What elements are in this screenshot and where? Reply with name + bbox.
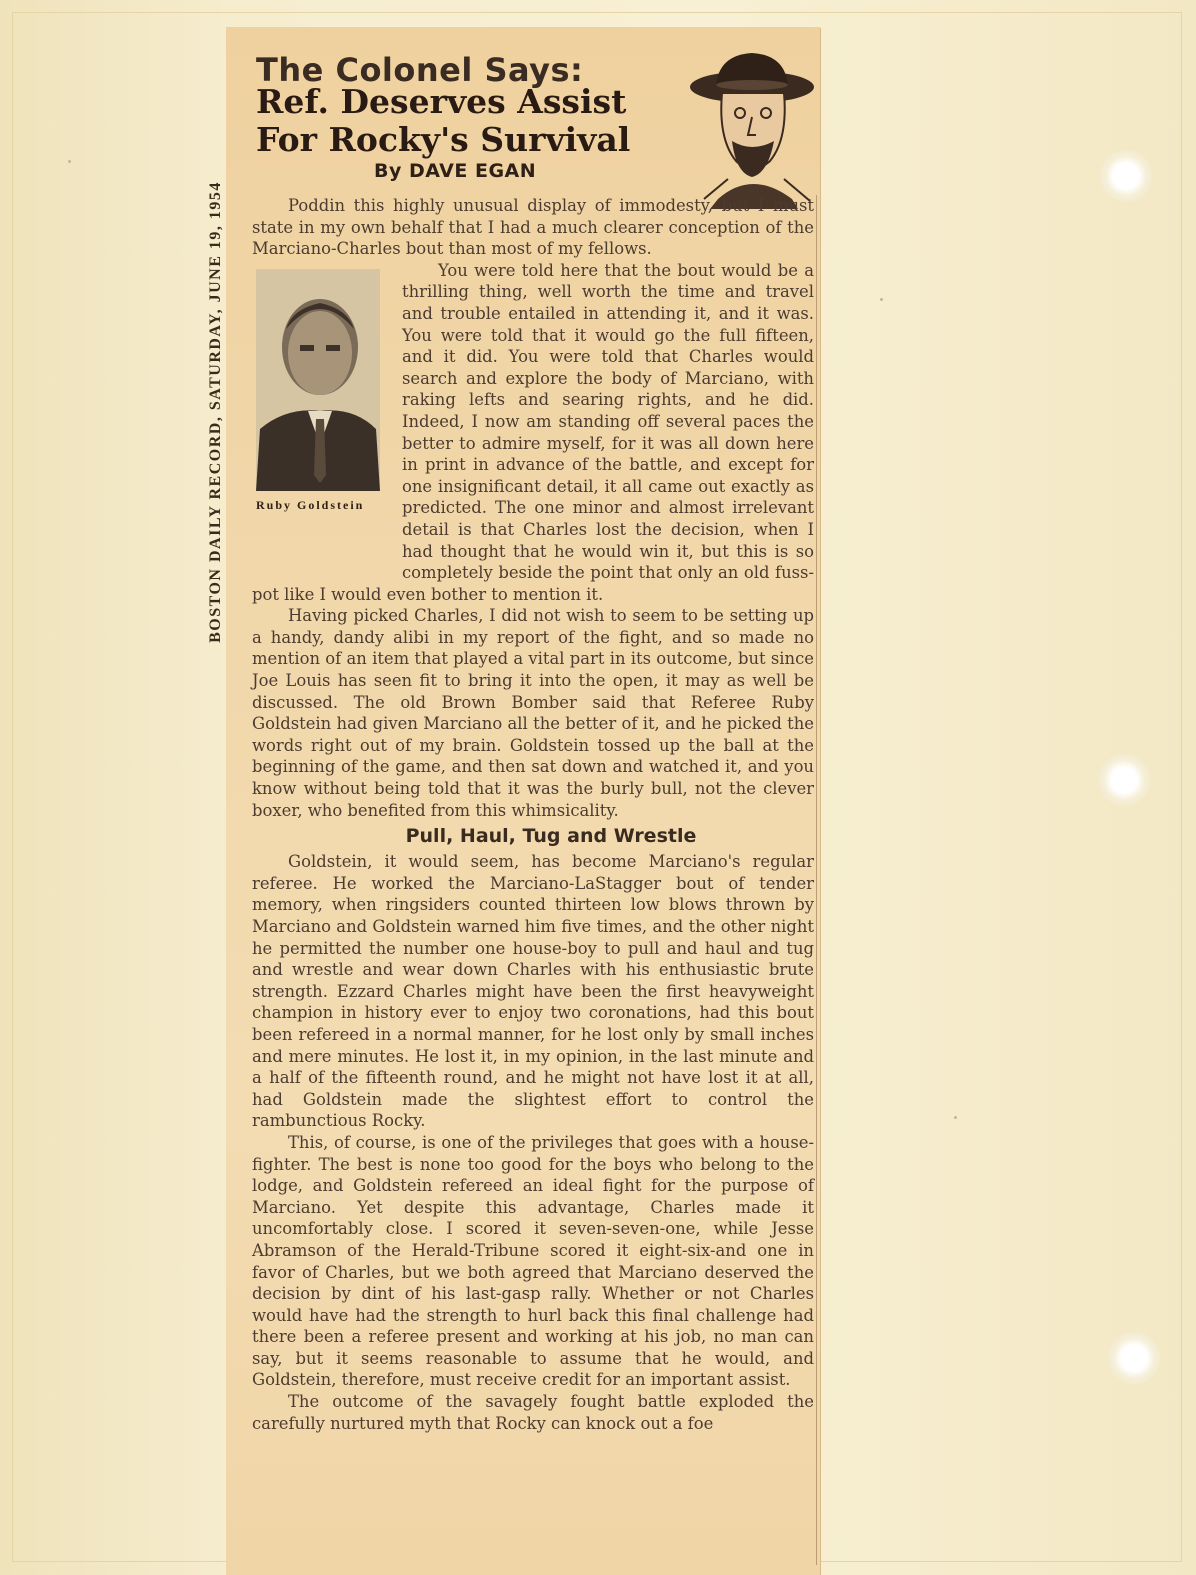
article-body [252, 195, 814, 1434]
article-paragraph: Goldstein, it would seem, has become Marciano's regular referee. He worked the Marciano-LaStagger bout of tender memory, when ringsiders counted thirteen low blows thrown by Marciano and Goldstein warned him five times, and the other night he permitted the number one house-boy to pull and haul and tug and wrestle and wear down Charles with his enthusiastic brute strength. Ezzard Charles might have been the first heavyweight champion in history ever to enjoy two coronations, had this bout been refereed in a normal manner, for he lost only by small inches and mere minutes. He lost it, in my opinion, in the last minute and a half of the fifteenth round, and he might not have lost it at all, had Goldstein made the slightest effort to control the rambunctious Rocky. [252, 852, 814, 1131]
byline: By DAVE EGAN [374, 160, 537, 182]
headline-line-2: For Rocky's Survival [256, 120, 631, 159]
column-rule [816, 195, 817, 1565]
headline-line-1: Ref. Deserves Assist [256, 82, 627, 121]
article-paragraph: This, of course, is one of the privileges that goes with a house-fighter. The best is none too good for the boys who belong to the lodge, and Goldstein refereed an ideal fight for the purpose of Marciano. Yet despite this advantage, Charles made it uncomfortably close. I scored it seven-seven-one, while Jesse Abramson of the Herald-Tribune scored it eight-six-and one in favor of Charles, but we both agreed that Marciano deserved the decision by dint of his last-gasp rally. Whether or not Charles would have had the strength to hurl back this final challenge had there been a referee present and working at his job, no man can say, but it seems reasonable to assume that he would, and Goldstein, therefore, must receive credit for an important assist. [252, 1132, 814, 1390]
article-paragraph: You were told here that the bout would be a thrilling thing, well worth the time and travel and trouble entailed in attending it, and it was. You were told that it would go the full fifteen, and it did. You were told that Charles would search and explore the body of Marciano, with raking lefts and searing rights, and he did. Indeed, I now am standing off several paces the better to admire myself, for it was all down here in print in advance of the battle, and except for one insignificant detail, it all came out exactly as predicted. The one minor and almost irrelevant detail is that Charles lost the decision, when I had thought that he would win it, but this is so completely beside the point that only an old fuss-pot like I would even bother to mention it. [252, 260, 814, 604]
side-caption [207, 27, 250, 1575]
column-kicker: The Colonel Says: [256, 51, 584, 89]
colonel-caricature-illustration [688, 49, 816, 209]
punch-hole-middle [1098, 754, 1150, 806]
section-subhead: Pull, Haul, Tug and Wrestle [405, 825, 697, 848]
article-paragraph: The outcome of the savagely fought battle exploded the carefully nurtured myth that Rocky can knock out a foe [252, 1392, 814, 1433]
punch-hole-top [1100, 150, 1152, 202]
article-paragraph: Having picked Charles, I did not wish to seem to be setting up a handy, dandy alibi in my report of the fight, and so made no mention of an item that played a vital part in its outcome, but since Joe Louis has seen fit to bring it into the open, it may as well be discussed. The old Brown Bomber said that Referee Ruby Goldstein had given Marciano all the better of it, and he picked the words right out of my brain. Goldstein tossed up the ball at the beginning of the game, and then sat down and watched it, and you know without being told that it was the burly bull, not the clever boxer, who benefited from this whimsicality. [252, 606, 814, 820]
photo-space [252, 260, 402, 578]
newspaper-clipping [207, 27, 820, 1575]
punch-hole-bottom [1108, 1332, 1160, 1384]
article-paragraph: Poddin this highly unusual display of immodesty, but I must state in my own behalf that I had a much clearer conception of the Marciano-Charles bout than most of my fellows. [252, 196, 814, 259]
photo-caption: Ruby Goldstein [256, 498, 365, 512]
paper-speck [954, 1116, 957, 1119]
side-caption-text: BOSTON DAILY RECORD, SATURDAY, JUNE 19, 1954 [207, 181, 224, 643]
paper-speck [880, 298, 883, 301]
paper-speck [68, 160, 71, 163]
